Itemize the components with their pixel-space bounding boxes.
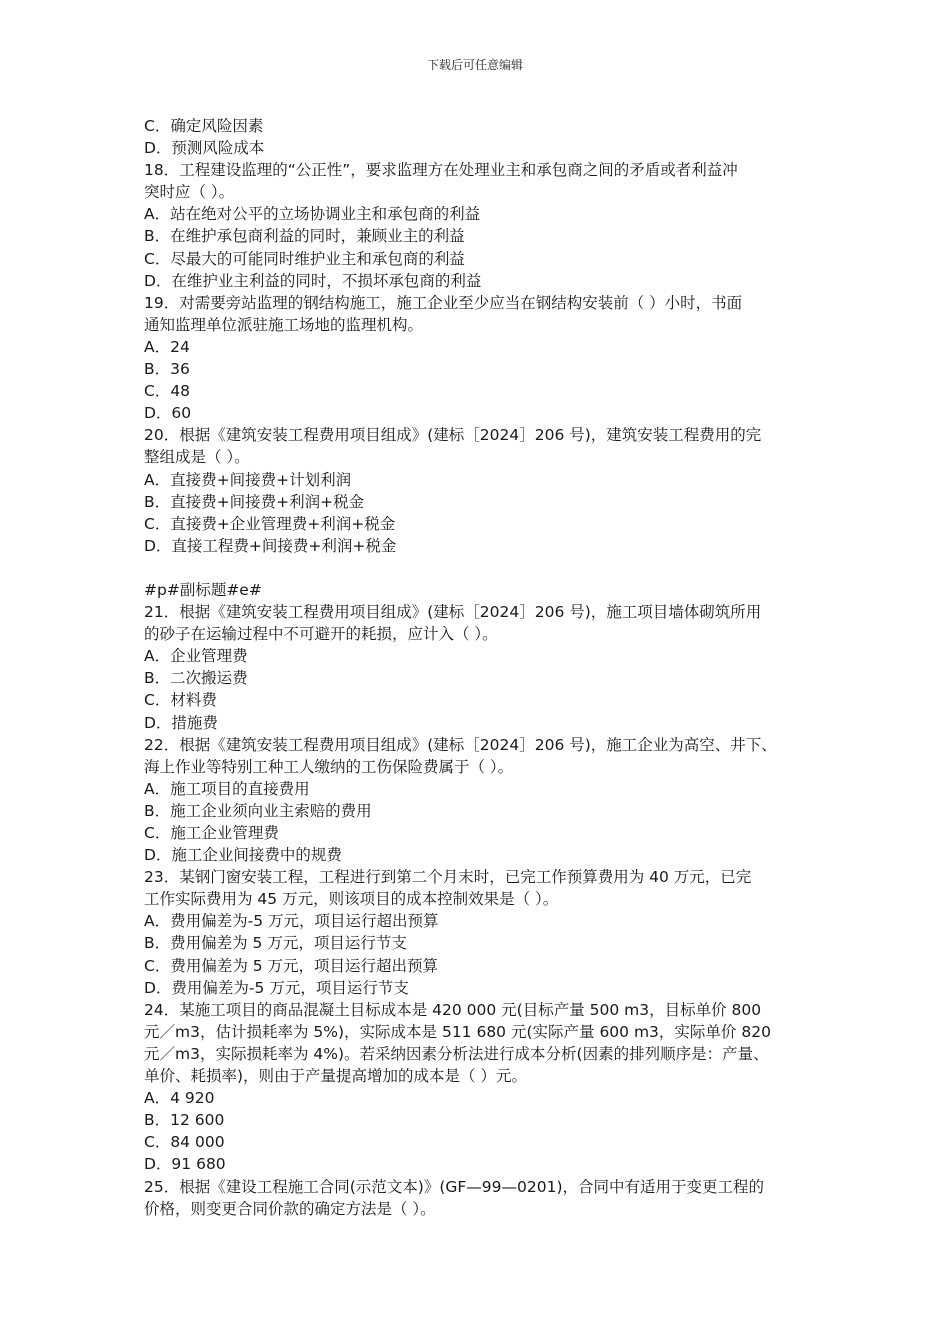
option-line: D．直接工程费+间接费+利润+税金	[144, 536, 397, 555]
option-line: C．84 000	[144, 1133, 225, 1152]
option-line: A．24	[144, 337, 190, 356]
option-line: C．尽最大的可能同时维护业主和承包商的利益	[144, 249, 465, 268]
question-line: 通知监理单位派驻施工场地的监理机构。	[144, 315, 424, 334]
option-line: C．材料费	[144, 691, 217, 710]
option-line: B．二次搬运费	[144, 669, 248, 688]
option-line: D．施工企业间接费中的规费	[144, 846, 342, 865]
option-line: C．费用偏差为 5 万元，项目运行超出预算	[144, 956, 439, 975]
option-line: A．施工项目的直接费用	[144, 779, 310, 798]
option-line: B．施工企业须向业主索赔的费用	[144, 801, 372, 820]
question-line: 25．根据《建设工程施工合同(示范文本)》(GF—99—0201)，合同中有适用于变更工程的	[144, 1177, 765, 1196]
question-line: 的砂子在运输过程中不可避开的耗损，应计入（ ）。	[144, 625, 498, 644]
text-line: C．确定风险因素	[144, 117, 264, 135]
option-line: C．48	[144, 382, 191, 401]
option-line: D．费用偏差为-5 万元，项目运行节支	[144, 978, 409, 997]
question-line: 工作实际费用为 45 万元，则该项目的成本控制效果是（ ）。	[144, 890, 559, 909]
question-line: 海上作业等特别工种工人缴纳的工伤保险费属于（ ）。	[144, 757, 514, 776]
question-line: 23．某钢门窗安装工程，工程进行到第二个月末时，已完工作预算费用为 40 万元，已完	[144, 868, 752, 887]
question-line: 整组成是（ ）。	[144, 448, 250, 467]
question-line: 单价、耗损率)，则由于产量提高增加的成本是（ ）元。	[144, 1067, 527, 1086]
option-line: A．站在绝对公平的立场协调业主和承包商的利益	[144, 205, 481, 224]
question-line: 突时应（ ）。	[144, 183, 235, 202]
option-line: B．在维护承包商利益的同时，兼顾业主的利益	[144, 227, 465, 246]
option-line: C．直接费+企业管理费+利润+税金	[144, 514, 396, 533]
option-line: B．直接费+间接费+利润+税金	[144, 492, 365, 511]
page-header: 下载后可任意编辑	[426, 58, 523, 72]
option-line: D．91 680	[144, 1155, 226, 1174]
option-line: A．4 920	[144, 1089, 215, 1108]
option-line: A．直接费+间接费+计划利润	[144, 470, 352, 489]
option-line: D．60	[144, 404, 192, 423]
text-line: D．预测风险成本	[144, 139, 265, 158]
question-line: 元／m3，实际损耗率为 4%)。若采纳因素分析法进行成本分析(因素的排列顺序是：产量、	[144, 1044, 769, 1063]
question-line: 价格，则变更合同价款的确定方法是（ ）。	[144, 1199, 436, 1218]
question-line: 18．工程建设监理的“公正性”，要求监理方在处理业主和承包商之间的矛盾或者利益冲	[144, 161, 738, 180]
question-line: 19．对需要旁站监理的钢结构施工，施工企业至少应当在钢结构安装前（ ）小时，书面	[144, 293, 743, 312]
question-line: 22．根据《建筑安装工程费用项目组成》(建标［2024］206 号)，施工企业为高空、井下、	[144, 735, 777, 754]
option-line: D．措施费	[144, 713, 218, 732]
question-line: 24．某施工项目的商品混凝土目标成本是 420 000 元(目标产量 500 m3，目标单价 800	[144, 1000, 762, 1019]
subtitle-marker: #p#副标题#e#	[144, 580, 262, 599]
document-body	[144, 115, 808, 1220]
option-line: D．在维护业主利益的同时，不损坏承包商的利益	[144, 271, 482, 290]
option-line: B．12 600	[144, 1111, 225, 1130]
blank-line	[144, 557, 808, 579]
question-line: 元／m3，估计损耗率为 5%)，实际成本是 511 680 元(实际产量 600 m3，实际单价 820	[144, 1022, 771, 1041]
option-line: A．企业管理费	[144, 647, 248, 666]
option-line: B．费用偏差为 5 万元，项目运行节支	[144, 934, 407, 953]
option-line: B．36	[144, 360, 190, 379]
question-line: 21．根据《建筑安装工程费用项目组成》(建标［2024］206 号)，施工项目墙体砌筑所用	[144, 603, 762, 622]
question-line: 20．根据《建筑安装工程费用项目组成》(建标［2024］206 号)，建筑安装工程费用的完	[144, 426, 762, 445]
option-line: A．费用偏差为-5 万元，项目运行超出预算	[144, 912, 439, 931]
option-line: C．施工企业管理费	[144, 824, 279, 842]
